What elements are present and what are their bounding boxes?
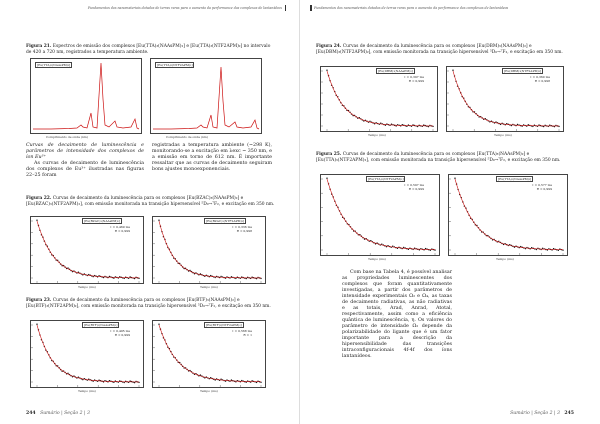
paragraph-right-col xyxy=(152,143,272,173)
caption-text: Curvas de decaimento da luminescência para os complexos [Eu(DBM)₃(NAAsPM)₂] e [Eu(DBM)₃(NTF2APM)₂], com emissão monitorada na transição hipersensível ⁵D₀→⁷F₂, e excitação em 350 nm. xyxy=(316,44,563,55)
spectrum-plot-b xyxy=(150,58,262,134)
plot-title: [Eu(BTF)₃(NAAsPM)₂] xyxy=(84,323,118,327)
x-axis-label: Comprimento de onda (nm) xyxy=(166,135,208,139)
x-axis-label: Tempo (ms) xyxy=(78,285,96,289)
fit-stats: τ = 0,336 ms R = 0,998 xyxy=(232,225,253,233)
plot-title: [Eu(BTF)₃(NTF2APM)₂] xyxy=(206,323,242,327)
paragraph-left-col xyxy=(26,143,144,179)
caption-text: Curvas de decaimento da luminescência para os complexos [Eu(BTF)₃(NAAsPM)₂] e [Eu(BTF)₃(NTF2APM)₂], com emissão monitorada na transição hipersensível ⁵D₀→⁷F₂, e excitação em 350 nm. xyxy=(26,298,271,309)
paragraph: registradas a temperatura ambiente (~298 K), monitorando-se a excitação em λexc ~ 350 nm, e a emissão em torno de 612 nm. É importante ressaltar que as curvas de decaimento seguiram bons ajustes monoexponenciais. xyxy=(152,143,272,172)
x-axis-label: Tempo (ms) xyxy=(368,133,386,137)
data-point xyxy=(36,220,37,221)
header-bar xyxy=(310,5,312,11)
plot-title: [Eu(TTA)₃(NTF2APM)₂] xyxy=(157,63,193,67)
caption-lead: Figura 21. xyxy=(26,44,52,49)
page-number: 244 xyxy=(26,411,36,416)
x-axis-label: Tempo (ms) xyxy=(78,389,96,393)
caption-text: Curvas de decaimento da luminescência para os complexos [Eu(TTA)₃(NAAsPM)₂] e [Eu(TTA)₃(NTF2APM)₂], com emissão monitorada na transição hipersensível ⁵D₀→⁷F₂, e excitação em 350 nm. xyxy=(316,152,561,163)
x-axis-label: Tempo (ms) xyxy=(496,257,514,261)
running-header: Fundamentos dos nanomateriais dotados de terras raras para o aumento da performance dos complexos de lantanídeos xyxy=(87,6,282,10)
section-heading: Curvas de decaimento de luminescência e parâmetros de intensidade dos complexos de íon Eu³⁺ xyxy=(26,143,144,160)
figure-24-caption xyxy=(316,44,578,55)
right-page xyxy=(300,0,600,424)
plot-title: [Eu(BZAC)₃(NAAsPM)₂] xyxy=(84,219,120,223)
spectrum-b-svg xyxy=(151,59,261,133)
x-axis-label: Tempo (ms) xyxy=(200,285,218,289)
data-point xyxy=(36,324,37,325)
fit-stats: τ = 0,397 ms R = 0,999 xyxy=(404,75,425,83)
data-point xyxy=(326,70,327,71)
data-point xyxy=(158,220,159,221)
paragraph-analysis xyxy=(342,270,452,360)
plot-title: [Eu(DBM)₃(NTF2APM)₂] xyxy=(504,69,542,73)
fit-stats: τ = 0,597 ms R = 0,999 xyxy=(404,183,425,191)
data-point xyxy=(158,324,159,325)
spectrum-line xyxy=(153,67,259,129)
caption-lead: Figura 23. xyxy=(26,298,52,303)
page-number: 245 xyxy=(564,411,574,416)
spectrum-a-svg xyxy=(31,59,141,133)
page-footer xyxy=(507,411,574,416)
plot-title: [Eu(TTA)₃(NAAsPM)₂] xyxy=(498,177,532,181)
figure-25-caption xyxy=(316,152,578,163)
caption-lead: Figura 22. xyxy=(26,196,52,201)
caption-lead: Figura 25. xyxy=(316,152,342,157)
x-axis-label: Tempo (ms) xyxy=(494,133,512,137)
fit-stats: τ = 0,360 ms R = 0,998 xyxy=(530,75,551,83)
fit-stats: τ = 0,568 ms R = 1 xyxy=(232,329,253,337)
plot-title: [Eu(BZAC)₃(NTF2APM)₂] xyxy=(206,219,245,223)
plot-title: [Eu(TTA)₃(NAAsPM)₂] xyxy=(37,63,71,67)
data-point xyxy=(454,178,455,179)
figure-22-caption xyxy=(26,196,276,207)
fit-stats: τ = 0,577 ms R = 0,999 xyxy=(532,183,553,191)
data-point xyxy=(452,70,453,71)
figure-21-caption xyxy=(26,44,276,55)
fit-stats: τ = 0,469 ms R = 0,999 xyxy=(110,225,131,233)
plot-title: [Eu(TTA)₃(NTF2APM)₂] xyxy=(368,177,404,181)
caption-text: Espectros de emissão dos complexos [Eu(TTA)₃(NAAsPM)₂] e [Eu(TTA)₃(NTF2APM)₂] no intervalo de 420 a 720 nm, registrados a temperatura ambiente. xyxy=(26,44,271,55)
paragraph: As curvas de decaimento de luminescência dos complexos de Eu³⁺ ilustradas nas figuras 22–25 foram xyxy=(26,161,144,178)
caption-text: Curvas de decaimento da luminescência para os complexos [Eu(BZAC)₃(NAAsPM)₂] e [Eu(BZAC)₃(NTF2APM)₂], com emissão monitorada na transição hipersensível ⁵D₀→⁷F₂, e excitação em 350 nm. xyxy=(26,196,275,207)
x-axis-label: Comprimento de onda (nm) xyxy=(46,135,88,139)
x-axis-label: Tempo (ms) xyxy=(200,389,218,393)
figure-23-caption xyxy=(26,298,276,309)
header-bar xyxy=(285,5,287,11)
footer-section: Sumário | Seção 2 | 3 xyxy=(510,411,560,416)
spectrum-plot-a xyxy=(30,58,142,134)
caption-lead: Figura 24. xyxy=(316,44,342,49)
x-axis-label: Tempo (ms) xyxy=(368,257,386,261)
page-footer xyxy=(26,411,93,416)
spectrum-line xyxy=(33,63,139,129)
plot-title: [Eu(DBM)₃(NAAsPM)₂] xyxy=(378,69,413,73)
footer-section: Sumário | Seção 2 | 3 xyxy=(40,411,90,416)
fit-stats: τ = 0,495 ms R = 0,999 xyxy=(110,329,131,337)
data-point xyxy=(326,178,327,179)
running-header: Fundamentos dos nanomateriais dotados de terras raras para o aumento da performance dos complexos de lantanídeos xyxy=(314,6,509,10)
paragraph: Com base na Tabela 4, é possível analisar as propriedades luminescentes dos complexos que foram quantitativamente investigadas, a partir dos parâmetros de intensidade experimentais Ω₂ e Ω₄, as taxas de decaimento radiativas, as não radiativas e as totais, Arad, Anrad, Atotal, respectivamente, assim como a eficiência quântica de luminescência, η. Os valores do parâmetro de intensidade Ω₂ depende da polarizabilidade do ligante que é um fator importante para a descrição da hipersensibilidade das transições intraconfiguracionais 4f-4f dos íons lantanídeos. xyxy=(342,270,452,359)
